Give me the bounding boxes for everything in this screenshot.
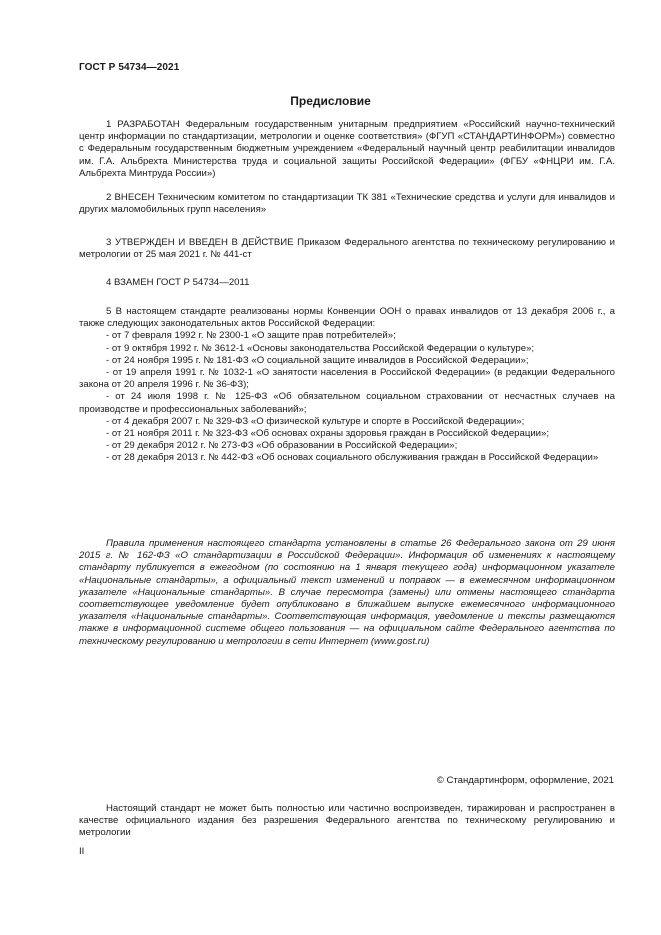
law-list-item: - от 29 декабря 2012 г. № 273-ФЗ «Об образовании в Российской Федерации»; bbox=[106, 440, 458, 452]
document-code-header: ГОСТ Р 54734—2021 bbox=[79, 62, 180, 73]
standard-rules-note: Правила применения настоящего стандарта установлены в статье 26 Федерального закона от 29 июня 2015 г. № 162-ФЗ «О стандартизации в Российской Федерации». Информация об изменениях к настоящему стандарту публикуется в ежегодном (по состоянию на 1 января текущего года) информационном указателе «Национальные стандарты», а официальный текст изменений и поправок — в ежемесячном информационном указателе «Национальные стандарты». В случае пересмотра (замены) или отмены настоящего стандарта соответствующее уведомление будет опубликовано в ближайшем выпуске ежемесячного информационного указателя «Национальные стандарты». Соответствующая информация, уведомление и тексты размещаются также в информационной системе общего пользования — на официальном сайте Федерального агентства по техническому регулированию и метрологии в сети Интернет (www.gost.ru) bbox=[79, 538, 615, 647]
foreword-item-1 bbox=[79, 119, 615, 180]
paragraph-introduced-by: 2 ВНЕСЕН Техническим комитетом по стандартизации ТК 381 «Технические средства и услуги для инвалидов и других маломобильных групп населения» bbox=[79, 192, 615, 216]
foreword-item-3 bbox=[79, 237, 615, 261]
paragraph-approved: 3 УТВЕРЖДЕН И ВВЕДЕН В ДЕЙСТВИЕ Приказом Федерального агентства по техническому регулированию и метрологии от 25 мая 2021 г. № 441-ст bbox=[79, 237, 615, 261]
paragraph-developed-by: 1 РАЗРАБОТАН Федеральным государственным унитарным предприятием «Российский научно-технический центр информации по стандартизации, метрологии и оценке соответствия» (ФГУП «СТАНДАРТИНФОРМ») совместно с Федеральным государственным бюджетным учреждением «Федеральный научный центр реабилитации инвалидов им. Г.А. Альбрехта Министерства труда и социальной защиты Российской Федерации» (ФГБУ «ФНЦРИ им. Г.А. Альбрехта Минтруда России») bbox=[79, 119, 615, 179]
foreword-item-5 bbox=[79, 306, 615, 465]
law-list-item: - от 19 апреля 1991 г. № 1032-1 «О занятости населения в Российской Федерации» (в редакции Федерального закона от 20 апреля 1996 г. № 36-ФЗ); bbox=[79, 367, 615, 391]
law-list-item: - от 7 февраля 1992 г. № 2300-1 «О защите прав потребителей»; bbox=[106, 330, 396, 342]
page-number: II bbox=[79, 846, 85, 857]
law-list-item: - от 24 ноября 1995 г. № 181-ФЗ «О социальной защите инвалидов в Российской Федерации»; bbox=[106, 354, 529, 366]
law-list-item: - от 9 октября 1992 г. № 3612-1 «Основы законодательства Российской Федерации о культуре»; bbox=[106, 342, 535, 354]
foreword-item-2 bbox=[79, 192, 615, 216]
paragraph-norms-intro: 5 В настоящем стандарте реализованы нормы Конвенции ООН о правах инвалидов от 13 декабря 2006 г., а также следующих законодательных актов Российской Федерации: bbox=[79, 306, 615, 330]
paragraph-replaces: 4 ВЗАМЕН ГОСТ Р 54734—2011 bbox=[106, 277, 250, 288]
law-list-item: - от 21 ноября 2011 г. № 323-ФЗ «Об основах охраны здоровья граждан в Российской Федерации»; bbox=[106, 428, 550, 440]
law-list-item: - от 4 декабря 2007 г. № 329-ФЗ «О физической культуре и спорте в Российской Федерации»; bbox=[106, 415, 525, 427]
copyright-line: © Стандартинформ, оформление, 2021 bbox=[436, 775, 614, 786]
foreword-item-4 bbox=[79, 277, 615, 289]
law-list-item: - от 28 декабря 2013 г. № 442-ФЗ «Об основах социального обслуживания граждан в Российской Федерации» bbox=[106, 452, 599, 464]
reproduction-notice: Настоящий стандарт не может быть полностью или частично воспроизведен, тиражирован и распространен в качестве официального издания без разрешения Федерального агентства по техническому регулированию и метрологии bbox=[79, 803, 615, 839]
law-list-item: - от 24 июля 1998 г. № 125-ФЗ «Об обязательном социальном страховании от несчастных случаев на производстве и профессиональных заболеваний»; bbox=[79, 391, 615, 415]
page-title: Предисловие bbox=[290, 94, 371, 108]
